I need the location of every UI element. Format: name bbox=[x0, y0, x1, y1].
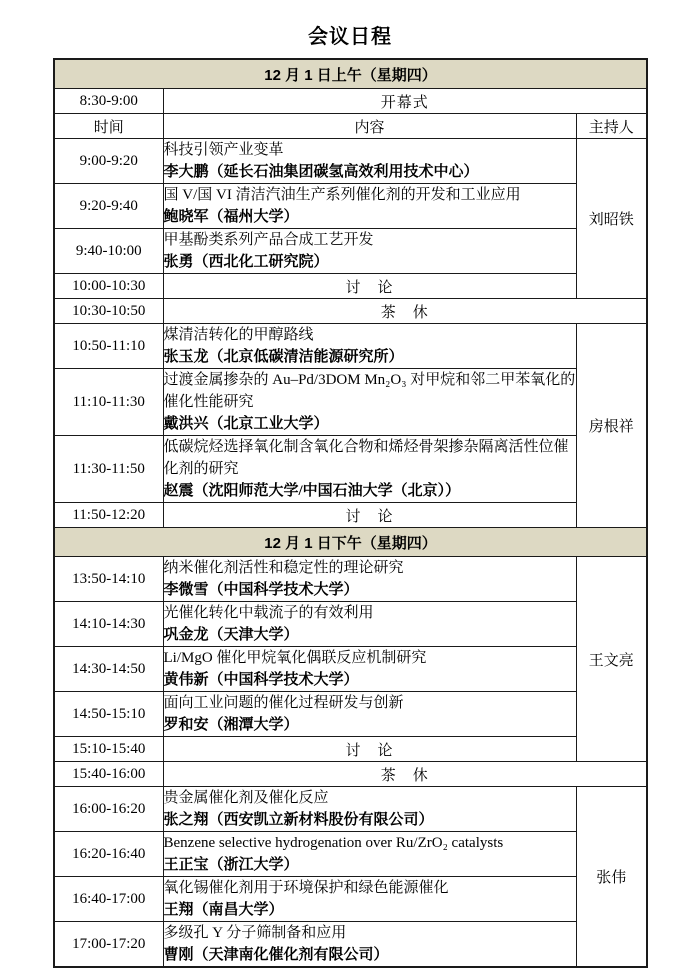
talk-title: Li/MgO 催化甲烷氧化偶联反应机制研究 bbox=[163, 650, 427, 666]
column-header-host: 主持人 bbox=[576, 114, 647, 139]
break-label: 开幕式 bbox=[163, 89, 647, 114]
talk-cell bbox=[163, 557, 576, 602]
talk-title: 科技引领产业变革 bbox=[163, 142, 284, 158]
time-cell: 16:40-17:00 bbox=[54, 877, 163, 922]
talk-cell bbox=[163, 229, 576, 274]
talk-speaker: 李大鹏（延长石油集团碳氢高效利用技术中心） bbox=[163, 164, 479, 180]
talk-row bbox=[54, 602, 647, 647]
talk-speaker: 张勇（西北化工研究院） bbox=[163, 254, 329, 270]
talk-title: 面向工业问题的催化过程研发与创新 bbox=[163, 695, 404, 711]
talk-speaker: 李微雪（中国科学技术大学） bbox=[163, 582, 359, 598]
section-header-row bbox=[54, 528, 647, 557]
time-cell: 10:30-10:50 bbox=[54, 299, 163, 324]
talk-row bbox=[54, 557, 647, 602]
time-cell: 17:00-17:20 bbox=[54, 922, 163, 968]
talk-title: 贵金属催化剂及催化反应 bbox=[163, 790, 329, 806]
discussion-row bbox=[54, 737, 647, 762]
talk-row bbox=[54, 692, 647, 737]
talk-title: 过渡金属掺杂的 Au–Pd/3DOM Mn₂O₃ 对甲烷和邻二甲苯氧化的催化性能研究 bbox=[163, 372, 576, 410]
talk-title: 多级孔 Y 分子筛制备和应用 bbox=[163, 925, 347, 941]
time-cell: 14:10-14:30 bbox=[54, 602, 163, 647]
talk-title: 纳米催化剂活性和稳定性的理论研究 bbox=[163, 560, 404, 576]
talk-title: 国 V/国 VI 清洁汽油生产系列催化剂的开发和工业应用 bbox=[163, 187, 521, 203]
section-header-label: 12 月 1 日下午（星期四） bbox=[54, 528, 647, 557]
schedule-table bbox=[53, 58, 648, 968]
talk-speaker: 张玉龙（北京低碳清洁能源研究所） bbox=[163, 349, 404, 365]
time-cell: 15:10-15:40 bbox=[54, 737, 163, 762]
time-cell: 10:00-10:30 bbox=[54, 274, 163, 299]
talk-cell bbox=[163, 832, 576, 877]
section-header-row bbox=[54, 59, 647, 89]
talk-cell bbox=[163, 602, 576, 647]
column-header-row bbox=[54, 114, 647, 139]
time-cell: 9:00-9:20 bbox=[54, 139, 163, 184]
talk-speaker: 黄伟新（中国科学技术大学） bbox=[163, 672, 359, 688]
talk-speaker: 张之翔（西安凯立新材料股份有限公司） bbox=[163, 812, 434, 828]
section-header-label: 12 月 1 日上午（星期四） bbox=[54, 59, 647, 89]
page-title: 会议日程 bbox=[308, 26, 392, 48]
time-cell: 11:30-11:50 bbox=[54, 436, 163, 503]
talk-row bbox=[54, 877, 647, 922]
time-cell: 16:20-16:40 bbox=[54, 832, 163, 877]
discussion-label: 讨 论 bbox=[163, 503, 576, 528]
host-cell: 刘昭铁 bbox=[576, 139, 647, 299]
time-cell: 11:50-12:20 bbox=[54, 503, 163, 528]
talk-cell bbox=[163, 922, 576, 968]
talk-title: 煤清洁转化的甲醇路线 bbox=[163, 327, 314, 343]
time-cell: 15:40-16:00 bbox=[54, 762, 163, 787]
talk-row bbox=[54, 787, 647, 832]
break-label: 茶 休 bbox=[163, 762, 647, 787]
talk-speaker: 罗和安（湘潭大学） bbox=[163, 717, 299, 733]
talk-speaker: 戴洪兴（北京工业大学） bbox=[163, 416, 329, 432]
time-cell: 9:40-10:00 bbox=[54, 229, 163, 274]
time-cell: 9:20-9:40 bbox=[54, 184, 163, 229]
talk-title: 氧化锡催化剂用于环境保护和绿色能源催化 bbox=[163, 880, 449, 896]
talk-cell bbox=[163, 369, 576, 436]
talk-speaker: 曹刚（天津南化催化剂有限公司） bbox=[163, 947, 389, 963]
talk-row bbox=[54, 229, 647, 274]
host-cell: 王文亮 bbox=[576, 557, 647, 762]
talk-cell bbox=[163, 647, 576, 692]
time-cell: 16:00-16:20 bbox=[54, 787, 163, 832]
break-row bbox=[54, 89, 647, 114]
break-row bbox=[54, 299, 647, 324]
talk-cell bbox=[163, 877, 576, 922]
talk-row bbox=[54, 647, 647, 692]
talk-cell bbox=[163, 184, 576, 229]
talk-title: 光催化转化中载流子的有效利用 bbox=[163, 605, 374, 621]
talk-row bbox=[54, 922, 647, 968]
time-cell: 8:30-9:00 bbox=[54, 89, 163, 114]
break-label: 茶 休 bbox=[163, 299, 647, 324]
break-row bbox=[54, 762, 647, 787]
talk-title: 甲基酚类系列产品合成工艺开发 bbox=[163, 232, 374, 248]
talk-speaker: 鲍晓军（福州大学） bbox=[163, 209, 299, 225]
talk-speaker: 王翔（南昌大学） bbox=[163, 902, 284, 918]
time-cell: 14:30-14:50 bbox=[54, 647, 163, 692]
discussion-row bbox=[54, 274, 647, 299]
column-header-content: 内容 bbox=[163, 114, 576, 139]
discussion-label: 讨 论 bbox=[163, 274, 576, 299]
talk-row bbox=[54, 184, 647, 229]
talk-speaker: 赵震（沈阳师范大学/中国石油大学（北京）） bbox=[163, 483, 461, 499]
talk-row bbox=[54, 832, 647, 877]
talk-title: Benzene selective hydrogenation over Ru/ZrO₂ catalysts bbox=[163, 835, 504, 851]
discussion-row bbox=[54, 503, 647, 528]
talk-speaker: 王正宝（浙江大学） bbox=[163, 857, 299, 873]
time-cell: 14:50-15:10 bbox=[54, 692, 163, 737]
time-cell: 11:10-11:30 bbox=[54, 369, 163, 436]
host-cell: 张伟 bbox=[576, 787, 647, 968]
talk-row bbox=[54, 369, 647, 436]
talk-row bbox=[54, 139, 647, 184]
time-cell: 13:50-14:10 bbox=[54, 557, 163, 602]
discussion-label: 讨 论 bbox=[163, 737, 576, 762]
host-cell: 房根祥 bbox=[576, 324, 647, 528]
talk-row bbox=[54, 324, 647, 369]
talk-cell bbox=[163, 787, 576, 832]
column-header-time: 时间 bbox=[54, 114, 163, 139]
talk-cell bbox=[163, 436, 576, 503]
talk-speaker: 巩金龙（天津大学） bbox=[163, 627, 299, 643]
talk-cell bbox=[163, 324, 576, 369]
schedule-table-body bbox=[54, 59, 647, 967]
talk-cell bbox=[163, 692, 576, 737]
talk-title: 低碳烷烃选择氧化制含氧化合物和烯烃骨架掺杂隔离活性位催化剂的研究 bbox=[163, 439, 569, 477]
talk-row bbox=[54, 436, 647, 503]
time-cell: 10:50-11:10 bbox=[54, 324, 163, 369]
talk-cell bbox=[163, 139, 576, 184]
